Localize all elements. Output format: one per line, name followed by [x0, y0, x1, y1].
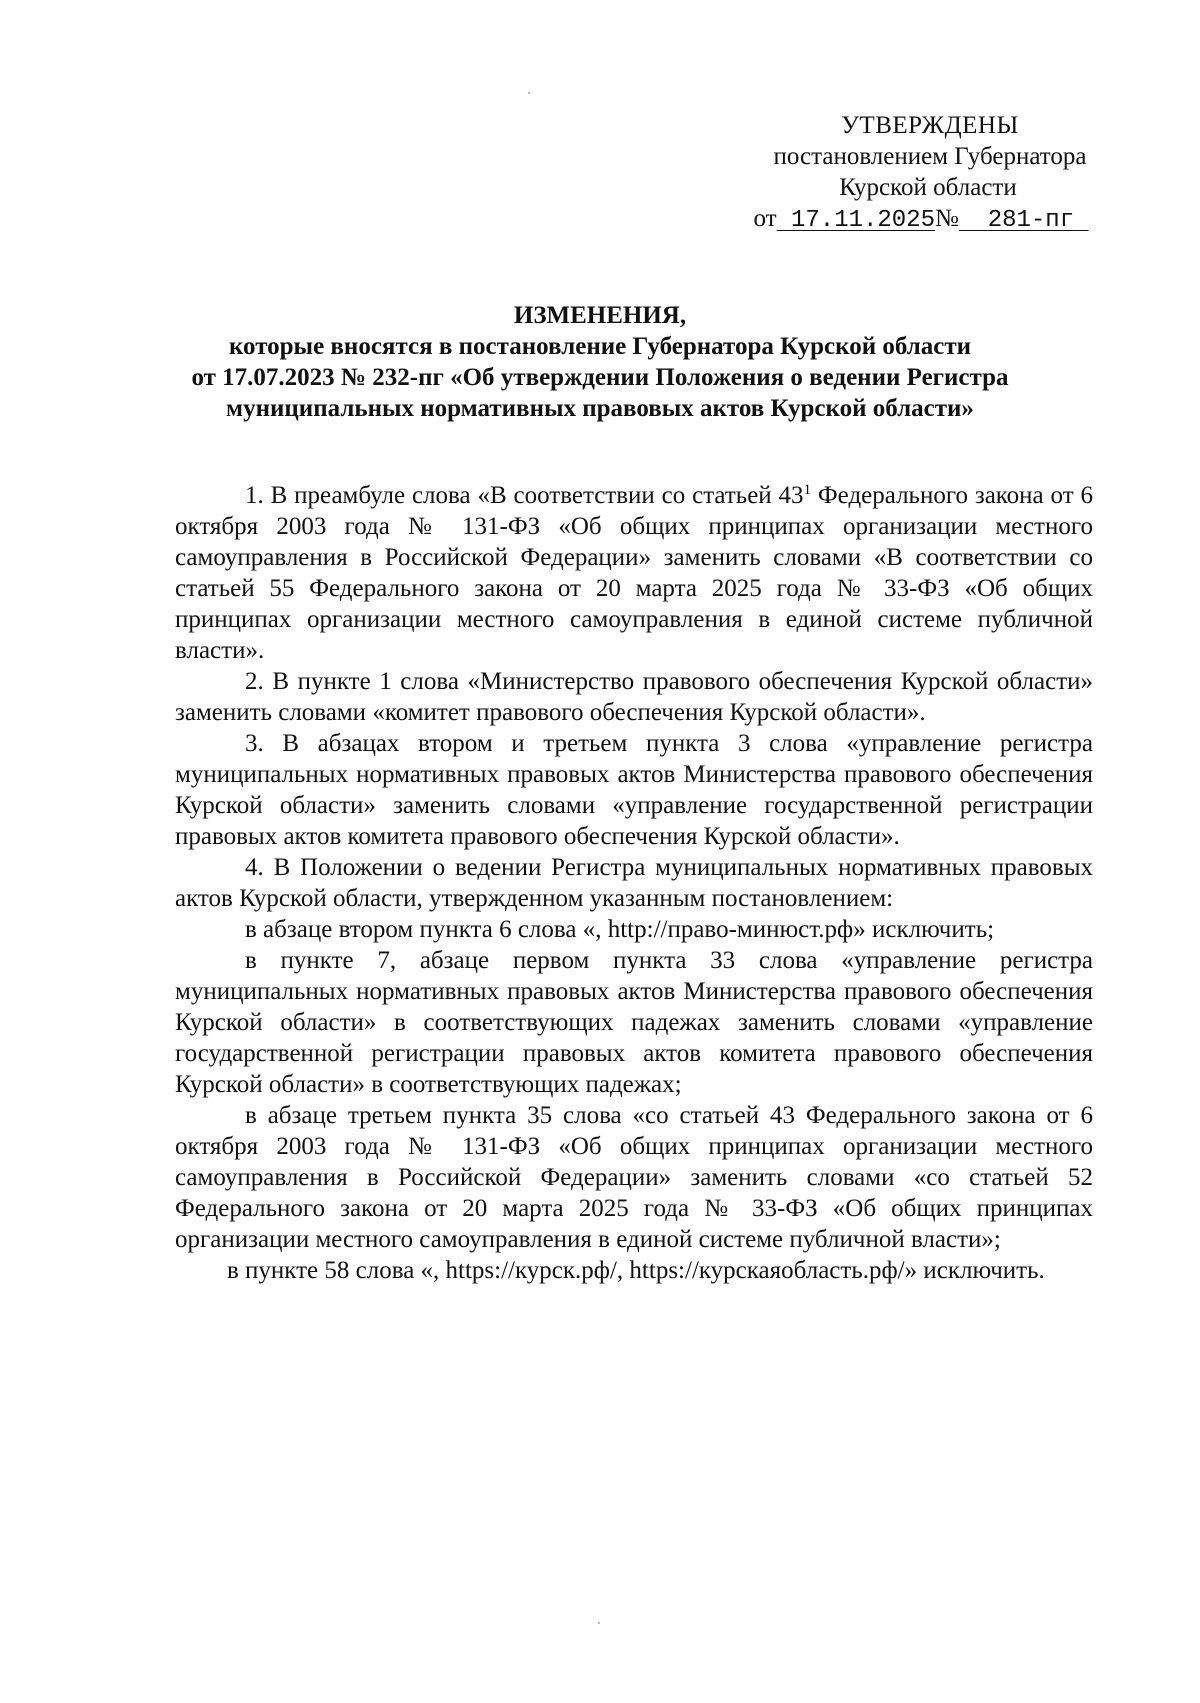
item-2: 2. В пункте 1 слова «Министерство правового обеспечения Курской области» заменить словами «комитет правового обеспечения Курской области».	[175, 668, 1093, 726]
scan-speck	[528, 92, 530, 94]
title-line-1: которые вносятся в постановление Губернатора Курской области	[228, 333, 972, 360]
document-body	[175, 480, 1093, 1286]
title-heading: ИЗМЕНЕНИЯ,	[513, 302, 687, 329]
approval-date-line	[738, 203, 1098, 236]
decree-number: 281-пг	[987, 207, 1075, 234]
number-sign: №	[935, 205, 959, 232]
scan-speck	[598, 1622, 600, 1624]
decree-date: 17.11.2025	[790, 207, 936, 234]
date-prefix: от	[753, 205, 777, 232]
document-title	[100, 300, 1100, 424]
item-4-subparagraph-2: в пункте 7, абзаце первом пункта 33 слова «управление регистра муниципальных нормативных правовых актов Министерства правового обеспечения Курской области» в соответствующих падежах заменить словами «управление государственной регистрации правовых актов комитета правового обеспечения Курской области» в соответствующих падежах;	[175, 947, 1093, 1098]
approval-stamp	[738, 110, 1098, 236]
item-4-subparagraph-1: в абзаце втором пункта 6 слова «, http://право-минюст.рф» исключить;	[245, 916, 995, 943]
approval-heading: УТВЕРЖДЕНЫ	[841, 112, 1019, 139]
title-line-3: муниципальных нормативных правовых актов Курской области»	[226, 395, 974, 422]
item-1: 1. В преамбуле слова «В соответствии со статьей $43^1$ Федерального закона от 6 октября 2003 года № 131-ФЗ «Об общих принципах организации местного самоуправления в Российской Федерации» заменить словами «В соответствии со статьей 55 Федерального закона от 20 марта 2025 года № 33-ФЗ «Об общих принципах организации местного самоуправления в единой системе публичной власти».	[175, 482, 1093, 664]
item-4-subparagraph-3: в абзаце третьем пункта 35 слова «со статьей 43 Федерального закона от 6 октября 2003 года № 131-ФЗ «Об общих принципах организации местного самоуправления в Российской Федерации» заменить словами «со статьей 52 Федерального закона от 20 марта 2025 года № 33-ФЗ «Об общих принципах организации местного самоуправления в единой системе публичной власти»;	[175, 1102, 1093, 1253]
item-3: 3. В абзацах втором и третьем пункта 3 слова «управление регистра муниципальных нормативных правовых актов Министерства правового обеспечения Курской области» заменить словами «управление государственной регистрации правовых актов комитета правового обеспечения Курской области».	[175, 730, 1093, 850]
approval-line-decree: постановлением Губернатора	[773, 143, 1087, 170]
superscript: 1	[803, 482, 812, 498]
title-line-2: от 17.07.2023 № 232-пг «Об утверждении Положения о ведении Регистра	[191, 364, 1009, 391]
item-4: 4. В Положении о ведении Регистра муниципальных нормативных правовых актов Курской области, утвержденном указанным постановлением:	[175, 854, 1093, 912]
item-4-subparagraph-4: в пункте 58 слова «, https://курск.рф/, https://курскаяобласть.рф/» исключить.	[227, 1257, 1045, 1284]
approval-line-region: Курской области	[839, 174, 1017, 201]
